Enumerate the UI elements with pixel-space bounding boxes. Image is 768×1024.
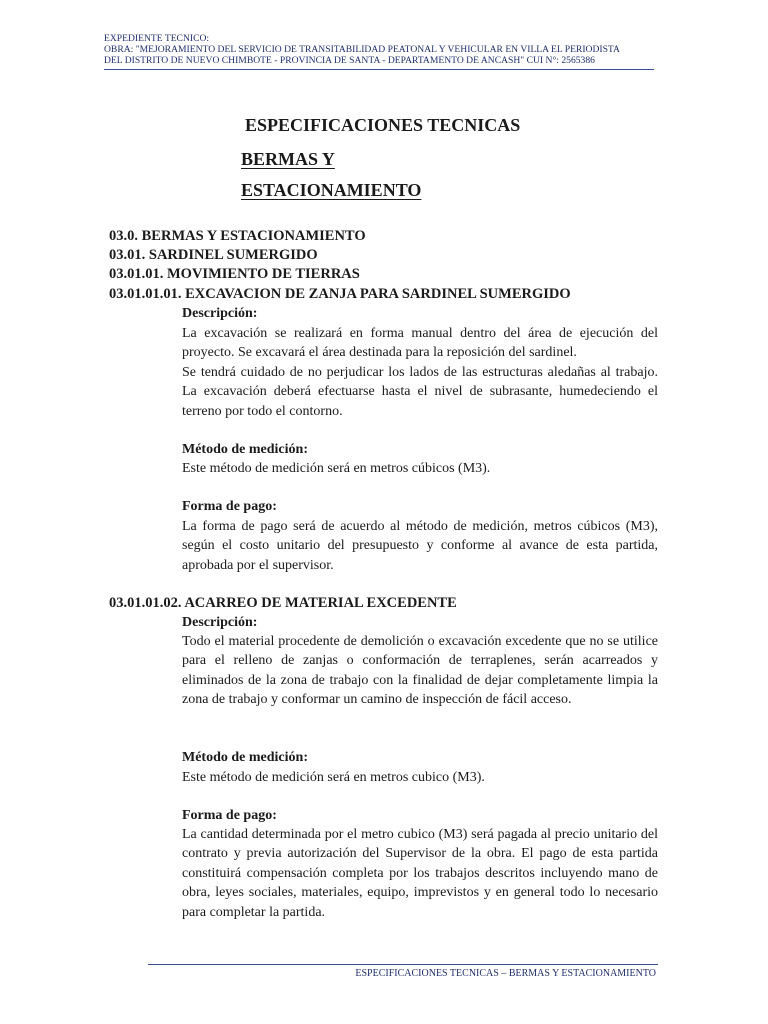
section1-method-text: Este método de medición será en metros cúbicos (M3). xyxy=(182,461,491,476)
page-header xyxy=(104,33,664,66)
page-footer: ESPECIFICACIONES TECNICAS – BERMAS Y ESTACIONAMIENTO xyxy=(355,968,656,979)
heading-03-01-01-02: 03.01.01.02. ACARREO DE MATERIAL EXCEDENTE xyxy=(109,595,457,611)
section2-method-label: Método de medición: xyxy=(182,750,308,765)
section2-description-paragraph: Todo el material procedente de demolición o excavación excedente que no se utilice para el relleno de zanjas o conformación de terraplenes, serán acarreados y eliminados de la zona de trabajo con la finalidad de dejar completamente limpia la zona de trabajo y conformar un camino de inspección de fácil acceso. xyxy=(182,634,658,708)
section1-payment-text: La forma de pago será de acuerdo al método de medición, metros cúbicos (M3), según el costo unitario del presupuesto y conforme al avance de esta partida, aprobada por el supervisor. xyxy=(182,519,658,573)
header-line-expediente: EXPEDIENTE TECNICO: xyxy=(104,33,210,44)
section1-method-label: Método de medición: xyxy=(182,442,308,457)
document-subtitle-line1: BERMAS Y xyxy=(241,149,335,169)
section2-payment-label: Forma de pago: xyxy=(182,808,277,823)
document-title: ESPECIFICACIONES TECNICAS xyxy=(245,115,521,135)
heading-03-0: 03.0. BERMAS Y ESTACIONAMIENTO xyxy=(109,228,366,244)
section2-method-text: Este método de medición será en metros cubico (M3). xyxy=(182,770,485,785)
section1-description-paragraph-1: La excavación se realizará en forma manual dentro del área de ejecución del proyecto. Se excavará el área destinada para la reposición del sardinel. xyxy=(182,326,658,361)
document-subtitle-line2: ESTACIONAMIENTO xyxy=(241,180,422,200)
section2-payment-text: La cantidad determinada por el metro cubico (M3) será pagada al precio unitario del contrato y previa autorización del Supervisor de la obra. El pago de esta partida constituirá compensación completa por los trabajos descritos incluyendo mano de obra, leyes sociales, materiales, equipo, imprevistos y en general todo lo necesario para completar la partida. xyxy=(182,827,658,920)
section2-description-label: Descripción: xyxy=(182,615,258,630)
section1-payment-label: Forma de pago: xyxy=(182,499,277,514)
section1-description-paragraph-2: Se tendrá cuidado de no perjudicar los lados de las estructuras aledañas al trabajo. La excavación deberá efectuarse hasta el nivel de subrasante, humedeciendo el terreno por todo el contorno. xyxy=(182,365,658,419)
heading-03-01-01-01: 03.01.01.01. EXCAVACION DE ZANJA PARA SARDINEL SUMERGIDO xyxy=(109,286,571,302)
heading-03-01: 03.01. SARDINEL SUMERGIDO xyxy=(109,247,318,263)
header-line-obra: OBRA: "MEJORAMIENTO DEL SERVICIO DE TRANSITABILIDAD PEATONAL Y VEHICULAR EN VILLA EL PERIODISTA xyxy=(104,44,620,55)
heading-03-01-01: 03.01.01. MOVIMIENTO DE TIERRAS xyxy=(109,266,360,282)
header-line-distrito: DEL DISTRITO DE NUEVO CHIMBOTE - PROVINCIA DE SANTA - DEPARTAMENTO DE ANCASH" CUI N°: 2565386 xyxy=(104,55,595,66)
header-divider xyxy=(104,69,654,70)
footer-divider xyxy=(148,964,658,965)
section1-description-label: Descripción: xyxy=(182,306,258,321)
